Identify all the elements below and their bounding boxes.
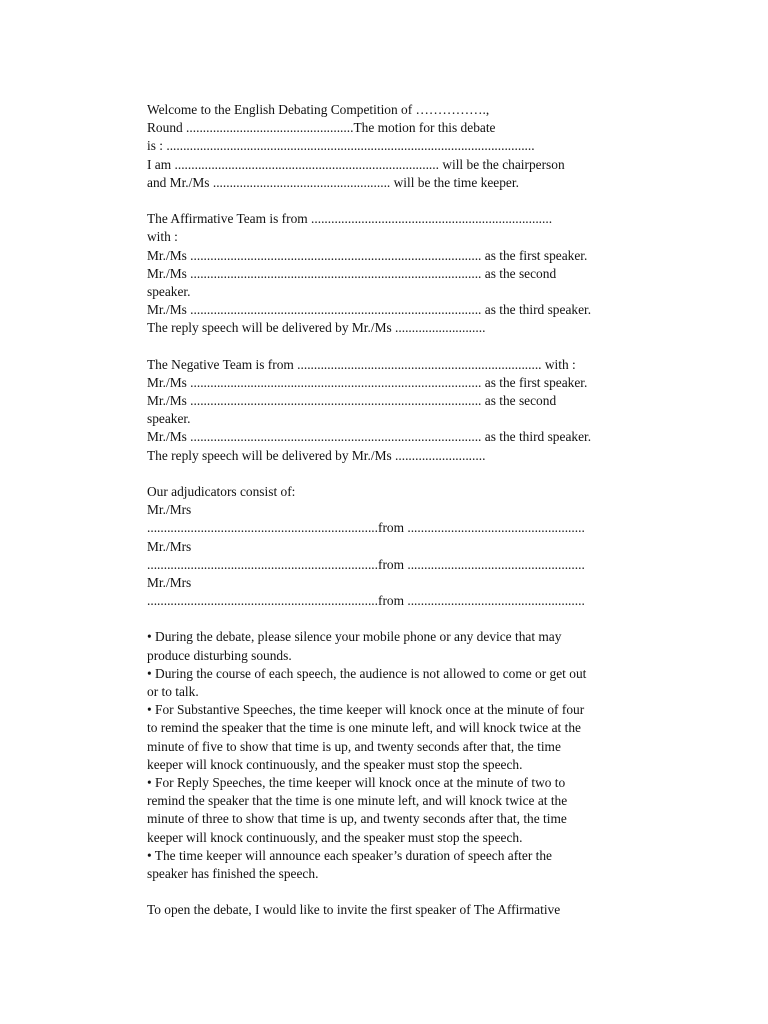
affirmative-team-line: The Affirmative Team is from ........................................................................	[147, 211, 553, 227]
rule-line: • For Substantive Speeches, the time keeper will knock once at the minute of four	[147, 702, 585, 718]
rule-line: • The time keeper will announce each speaker’s duration of speech after the	[147, 847, 552, 863]
closing-section	[147, 901, 687, 919]
rule-line: keeper will knock continuously, and the speaker must stop the speech.	[147, 829, 523, 845]
affirmative-first-speaker-line: Mr./Ms ....................................................................................... as the first speaker.	[147, 247, 588, 263]
rule-line: minute of three to show that time is up, and twenty seconds after that, the time	[147, 811, 567, 827]
spacer	[147, 883, 687, 901]
spacer	[147, 337, 687, 355]
rule-line: • During the debate, please silence your mobile phone or any device that may	[147, 629, 562, 645]
affirmative-second-speaker-wrap: speaker.	[147, 283, 191, 299]
adjudicator-3-title: Mr./Mrs	[147, 574, 192, 590]
adjudicator-3-from-line: .....................................................................from .....................................................	[147, 593, 585, 609]
rule-line: speaker has finished the speech.	[147, 865, 319, 881]
rule-line: remind the speaker that the time is one minute left, and will knock twice at the	[147, 793, 568, 809]
affirmative-third-speaker-line: Mr./Ms ....................................................................................... as the third speaker.	[147, 302, 592, 318]
rule-line: keeper will knock continuously, and the speaker must stop the speech.	[147, 756, 523, 772]
rule-line: minute of five to show that time is up, and twenty seconds after that, the time	[147, 738, 561, 754]
affirmative-second-speaker-line: Mr./Ms ....................................................................................... as the second	[147, 265, 557, 281]
rule-line: to remind the speaker that the time is one minute left, and will knock twice at the	[147, 720, 581, 736]
spacer	[147, 465, 687, 483]
time-keeper-line: and Mr./Ms ..................................................... will be the time keeper.	[147, 174, 519, 190]
adjudicators-section	[147, 483, 687, 610]
adjudicator-1-from-line: .....................................................................from .....................................................	[147, 520, 585, 536]
document-body	[147, 101, 687, 919]
welcome-line: Welcome to the English Debating Competition of …………….,	[147, 102, 490, 117]
chairperson-line: I am ............................................................................... will be the chairperson	[147, 156, 565, 172]
adjudicator-1-title: Mr./Mrs	[147, 502, 192, 518]
motion-line: is : ..............................................................................................................	[147, 138, 535, 154]
rule-line: • For Reply Speeches, the time keeper will knock once at the minute of two to	[147, 774, 566, 790]
negative-team-line: The Negative Team is from ......................................................................... with :	[147, 356, 576, 372]
adjudicator-2-from-line: .....................................................................from .....................................................	[147, 556, 585, 572]
spacer	[147, 610, 687, 628]
greeting-section	[147, 101, 687, 192]
rule-line: produce disturbing sounds.	[147, 647, 292, 663]
affirmative-reply-line: The reply speech will be delivered by Mr./Ms ...........................	[147, 320, 486, 336]
round-motion-line: Round ..................................................The motion for this debate	[147, 120, 496, 136]
closing-line: To open the debate, I would like to invite the first speaker of The Affirmative	[147, 902, 561, 918]
rules-section	[147, 628, 687, 883]
negative-reply-line: The reply speech will be delivered by Mr./Ms ...........................	[147, 447, 486, 463]
spacer	[147, 192, 687, 210]
negative-second-speaker-wrap: speaker.	[147, 411, 191, 427]
rule-line: or to talk.	[147, 684, 199, 699]
affirmative-with-line: with :	[147, 229, 178, 245]
negative-section	[147, 356, 687, 465]
negative-first-speaker-line: Mr./Ms ....................................................................................... as the first speaker.	[147, 374, 588, 390]
negative-second-speaker-line: Mr./Ms ....................................................................................... as the second	[147, 393, 557, 408]
negative-third-speaker-line: Mr./Ms ....................................................................................... as the third speaker.	[147, 429, 592, 445]
rule-line: • During the course of each speech, the audience is not allowed to come or get out	[147, 665, 587, 681]
affirmative-section	[147, 210, 687, 337]
adjudicators-heading: Our adjudicators consist of:	[147, 483, 296, 499]
adjudicator-2-title: Mr./Mrs	[147, 538, 192, 554]
